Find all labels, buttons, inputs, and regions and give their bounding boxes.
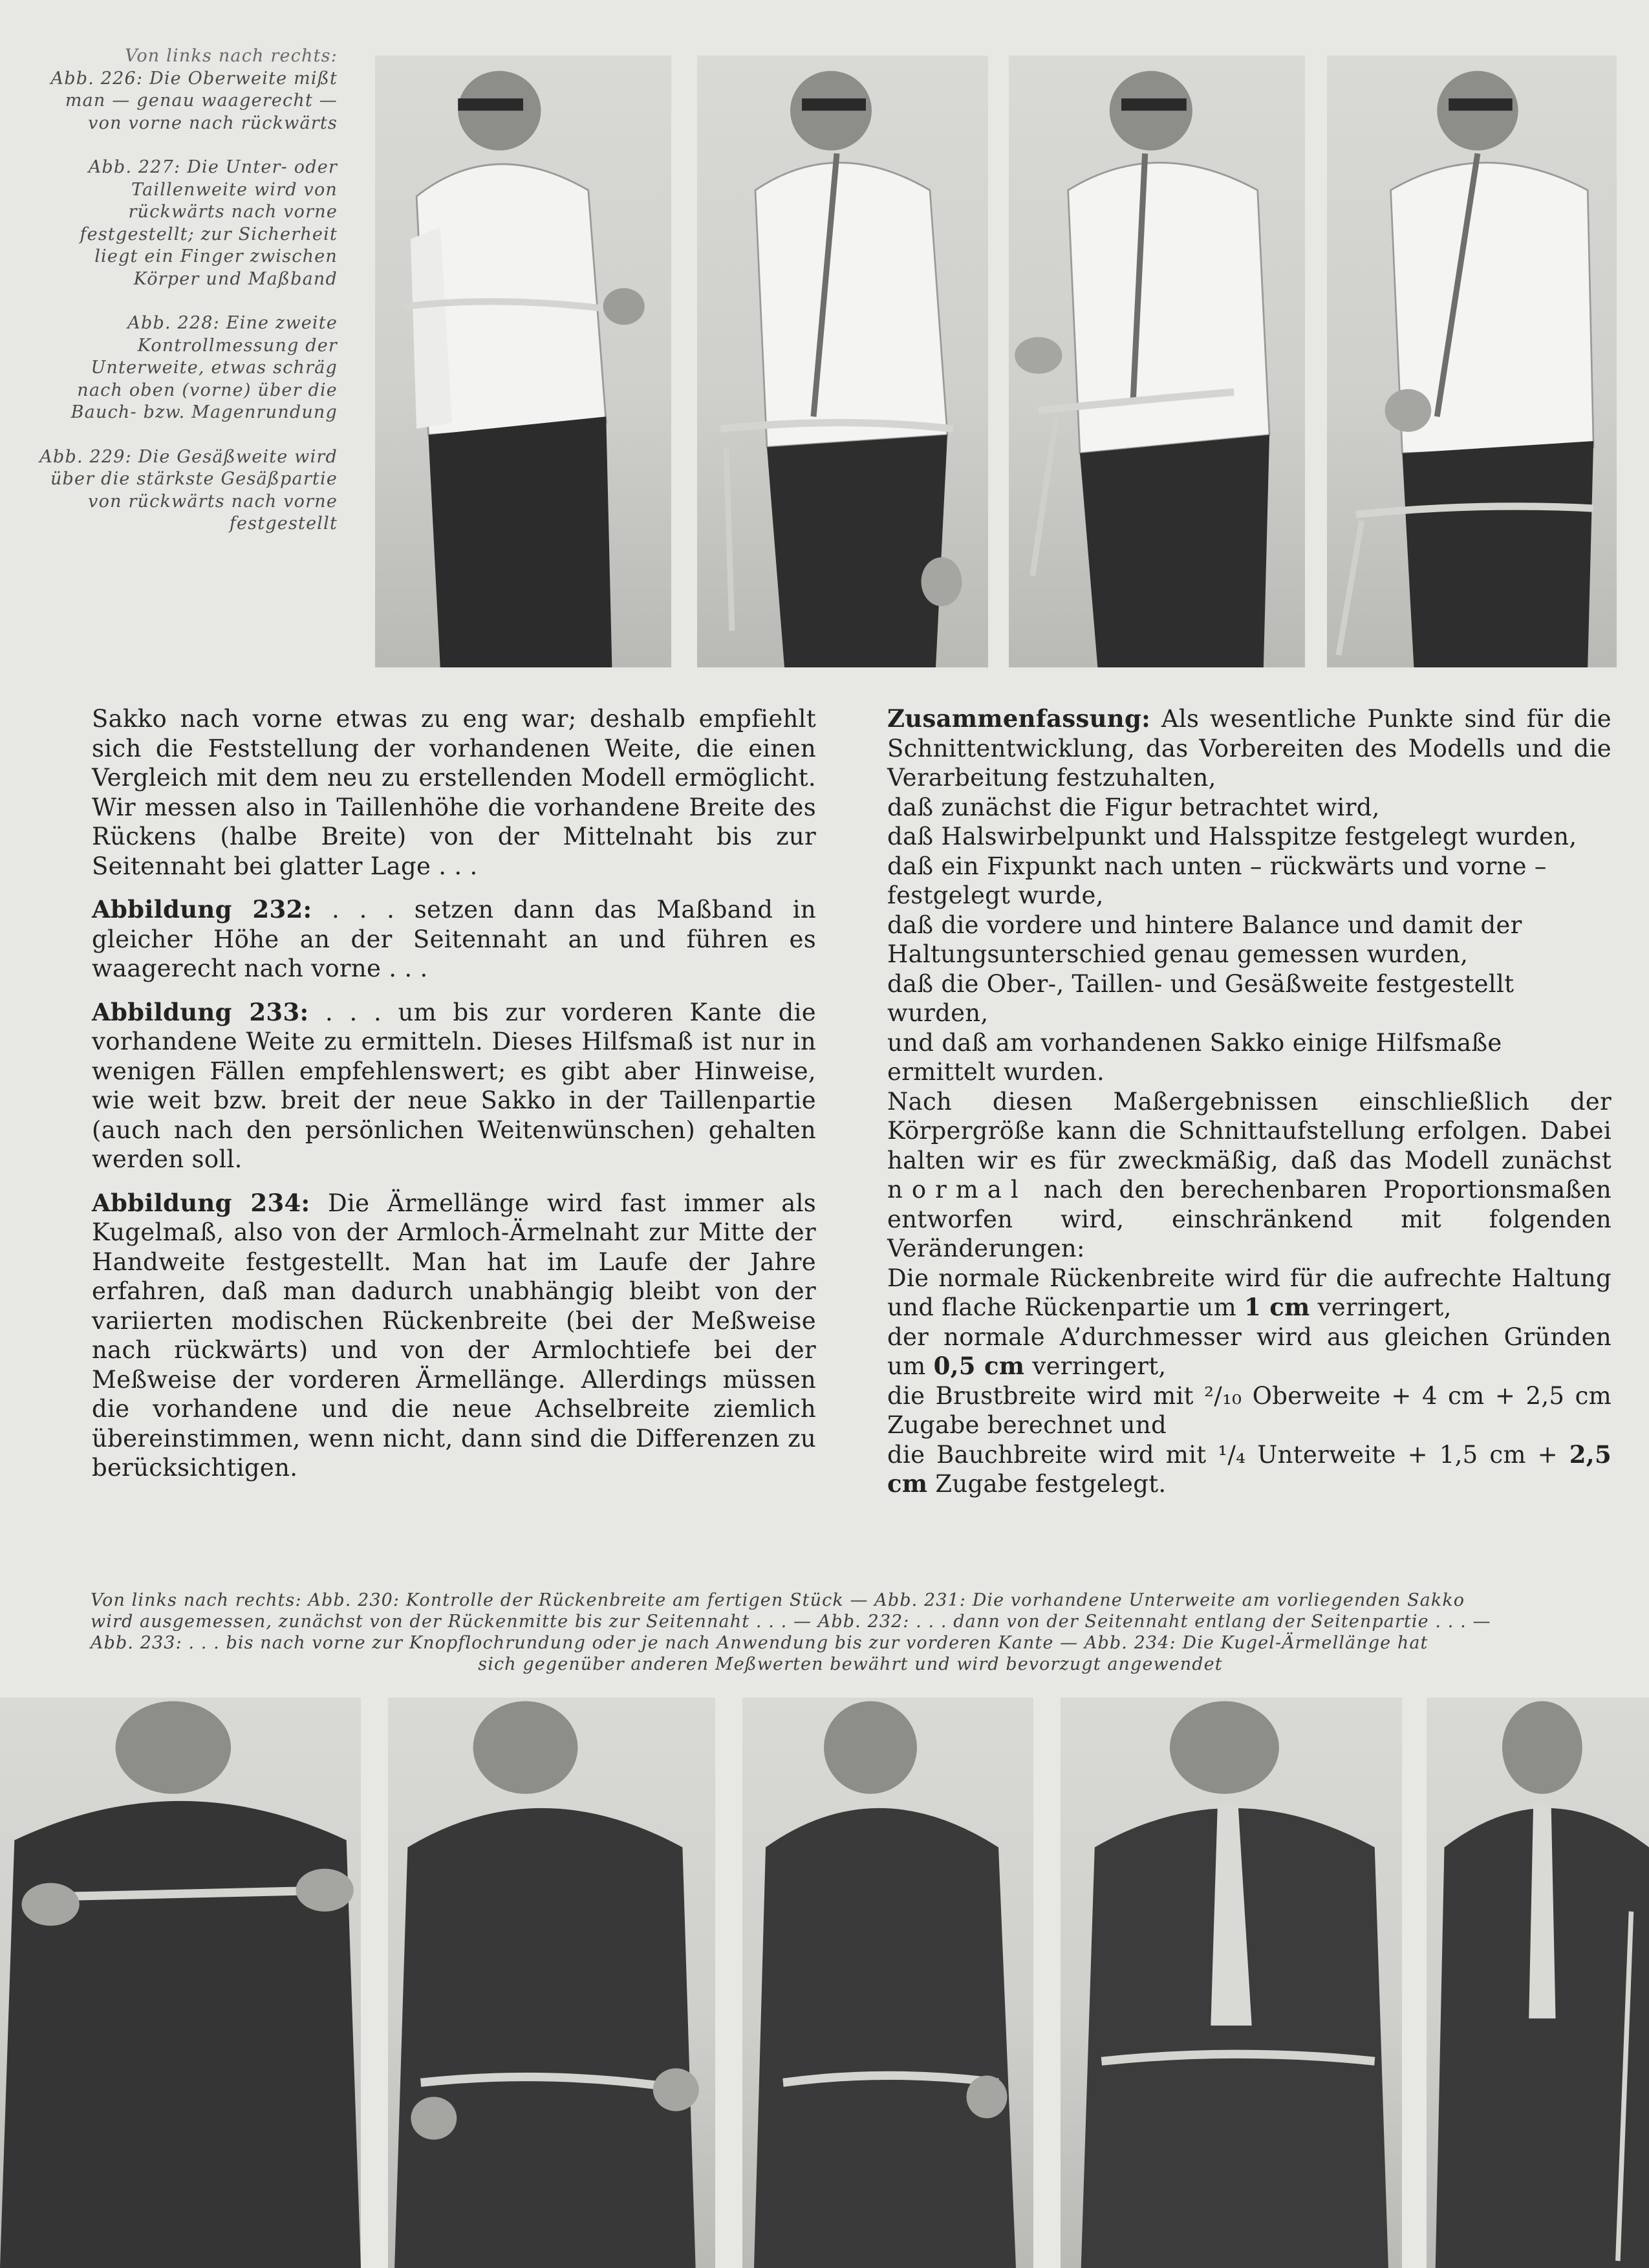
change-rueckenbreite: Die normale Rückenbreite wird für die aufrechte Haltung und flache Rückenpartie um 1 cm verringert,: [887, 1264, 1611, 1321]
jacket-front-measure-illustration: [1061, 1698, 1402, 2268]
photo-abb-227: [697, 56, 988, 667]
photo-abb-230: [0, 1698, 361, 2268]
man-measuring-waist-illustration: [697, 56, 988, 667]
photo-abb-228: [1009, 56, 1305, 667]
caption-line: sich gegenüber anderen Meßwerten bewährt und wird bevorzugt angewendet: [478, 1654, 1223, 1674]
paragraph-weite-intro: Sakko nach vorne etwas zu eng war; deshalb empfiehlt sich die Feststellung der vorhandenen Weite, die einen Vergleich mit dem neu zu erstellenden Modell ermöglicht. Wir messen also in Taillenhöhe die vorhandene Breite des Rückens (halbe Breite) von der Mittelnaht bis zur Seitennaht bei glatter Lage . . .: [92, 705, 816, 880]
change-brustbreite: die Brustbreite wird mit ²/₁₀ Oberweite + 4 cm + 2,5 cm Zugabe berechnet und: [887, 1381, 1611, 1439]
caption-abb-229: Abb. 229: Die Gesäßweite wird über die stärkste Gesäßpartie von rückwärts nach vorne festgestellt: [39, 446, 338, 534]
heading-zusammenfassung: Zusammenfassung:: [887, 704, 1151, 733]
caption-abb-228: Abb. 228: Eine zweite Kontrollmessung der Unterweite, etwas schräg nach oben (vorne) über die Bauch- bzw. Magenrundung: [70, 313, 338, 422]
photo-abb-231: [388, 1698, 715, 2268]
bottom-figure-caption: [91, 1590, 1610, 1675]
caption-abb-227: Abb. 227: Die Unter- oder Taillenweite wird von rückwärts nach vorne festgestellt; zur Sicherheit liegt ein Finger zwischen Körper und Maßband: [80, 157, 338, 289]
man-measuring-chest-illustration: [375, 56, 671, 667]
man-measuring-hips-illustration: [1327, 56, 1617, 667]
photo-abb-229: [1327, 56, 1617, 667]
paragraph-zusammenfassung: Zusammenfassung: Als wesentliche Punkte sind für die Schnittentwicklung, das Vorbereiten des Modells und die Verarbeitung festzuhalten,: [887, 704, 1611, 792]
jacket-back-measure-illustration: [0, 1698, 361, 2268]
caption-line: Von links nach rechts: Abb. 230: Kontrolle der Rückenbreite am fertigen Stück — Abb. 231: Die vorhandene Unterweite am vorliegenden Sakko: [91, 1590, 1465, 1610]
right-text-column: [887, 704, 1611, 1499]
spaced-word-normal: normal: [887, 1176, 1028, 1204]
change-a-durchmesser: der normale A’durchmesser wird aus gleichen Gründen um 0,5 cm verringert,: [887, 1323, 1611, 1380]
caption-lead-and-abb-226: [39, 45, 338, 135]
heading-abbildung-232: Abbildung 232:: [92, 895, 312, 923]
change-bauchbreite: die Bauchbreite wird mit ¹/₄ Unterweite + 1,5 cm + 2,5 cm Zugabe festgelegt.: [887, 1440, 1611, 1498]
photo-abb-233: [1061, 1698, 1402, 2268]
jacket-side-measure-illustration: [742, 1698, 1033, 2268]
photo-abb-234: [1427, 1698, 1649, 2268]
summary-item: daß die Ober-, Taillen- und Gesäßweite festgestellt wurden,: [887, 969, 1514, 1027]
summary-item: daß Halswirbelpunkt und Halsspitze festgelegt wurden,: [887, 823, 1577, 850]
paragraph-abbildung-233: Abbildung 233: . . . um bis zur vorderen Kante die vorhandene Weite zu ermitteln. Dieses Hilfsmaß ist nur in wenigen Fällen empfehlenswert; es gibt aber Hinweise, wie weit bzw. breit der neue Sakko in der Taillenpartie (auch nach den persönlichen Weitenwünschen) gehalten werden soll.: [92, 997, 816, 1173]
caption-line: Abb. 233: . . . bis nach vorne zur Knopflochrundung oder je nach Anwendung bis zur vorderen Kante — Abb. 234: Die Kugel-Ärmellänge hat: [91, 1633, 1428, 1653]
paragraph-schnittaufstellung: Nach diesen Maßergebnissen einschließlich der Körpergröße kann die Schnittaufstellung erfolgen. Dabei halten wir es für zweckmäßig, daß das Modell zunächst normal nach den berechenbaren Proportionsmaßen entworfen wird, einschränkend mit folgenden Veränderungen:: [887, 1087, 1611, 1262]
top-figure-caption: [39, 45, 338, 557]
caption-abb-226: Abb. 226: Die Oberweite mißt man — genau waagerecht — von vorne nach rückwärts: [50, 68, 338, 133]
caption-lead: Von links nach rechts:: [125, 46, 338, 66]
summary-item: daß die vordere und hintere Balance und damit der Haltungsunterschied genau gemessen wurden,: [887, 911, 1522, 968]
heading-abbildung-233: Abbildung 233:: [92, 997, 309, 1026]
caption-line: wird ausgemessen, zunächst von der Rückenmitte bis zur Seitennaht . . . — Abb. 232: . . . dann von der Seitennaht entlang der Seitenpartie . . . —: [91, 1612, 1491, 1632]
photo-abb-232: [742, 1698, 1033, 2268]
man-measuring-belly-illustration: [1009, 56, 1305, 667]
jacket-sleeve-measure-illustration: [1427, 1698, 1649, 2268]
summary-item: daß ein Fixpunkt nach unten – rückwärts und vorne – festgelegt wurde,: [887, 852, 1547, 909]
photo-abb-226: [375, 56, 671, 667]
summary-item: und daß am vorhandenen Sakko einige Hilfsmaße ermittelt wurden.: [887, 1028, 1502, 1086]
paragraph-abbildung-234: Abbildung 234: Die Ärmellänge wird fast immer als Kugelmaß, also von der Armloch-Ärmelnaht zur Mitte der Handweite festgestellt. Man hat im Laufe der Jahre erfahren, daß man dadurch unabhängig bleibt von der variierten modischen Rückenbreite (bei der Meßweise nach rückwärts) und von der Armlochtiefe bei der Meßweise der vorderen Ärmellänge. Allerdings müssen die vorhandene und die neue Achselbreite ziemlich übereinstimmen, wenn nicht, dann sind die Differenzen zu berücksichtigen.: [92, 1188, 816, 1482]
paragraph-abbildung-232: Abbildung 232: . . . setzen dann das Maßband in gleicher Höhe an der Seitennaht an und führen es waagerecht nach vorne . . .: [92, 895, 816, 982]
left-text-column: [92, 704, 816, 1497]
jacket-back-waist-illustration: [388, 1698, 715, 2268]
heading-abbildung-234: Abbildung 234:: [92, 1188, 310, 1217]
summary-item: daß zunächst die Figur betrachtet wird,: [887, 793, 1380, 821]
